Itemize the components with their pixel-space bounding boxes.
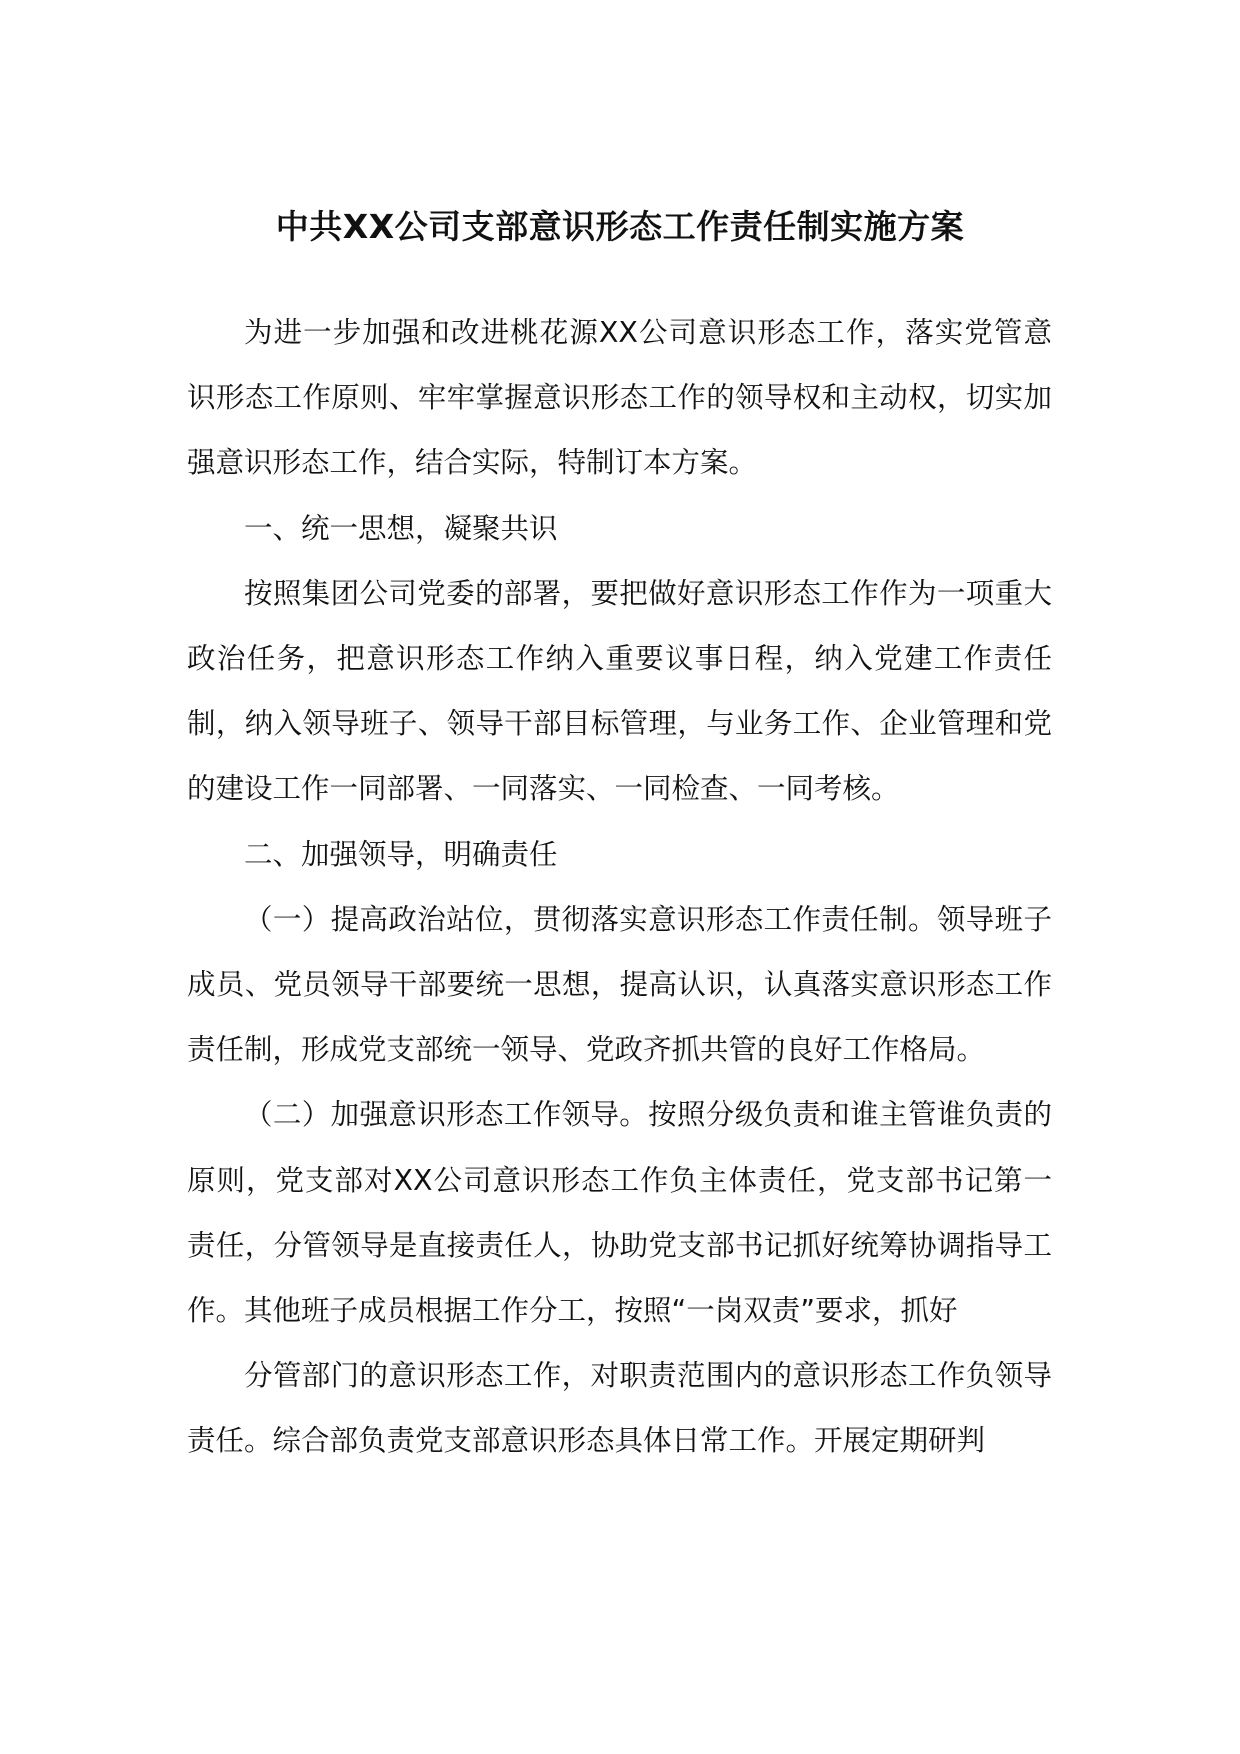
section-heading-2: 二、加强领导，明确责任: [244, 837, 558, 871]
paragraph-subsection-1: （一）提高政治站位，贯彻落实意识形态工作责任制。领导班子成员、党员领导干部要统一思想，提高认识，认真落实意识形态工作责任制，形成党支部统一领导、党政齐抓共管的良好工作格局。: [187, 902, 1052, 1067]
paragraph-section-1: 按照集团公司党委的部署，要把做好意识形态工作作为一项重大政治任务，把意识形态工作纳入重要议事日程，纳入党建工作责任制，纳入领导班子、领导干部目标管理，与业务工作、企业管理和党的建设工作一同部署、一同落实、一同检查、一同考核。: [187, 576, 1052, 806]
paragraph-subsection-2: （二）加强意识形态工作领导。按照分级负责和谁主管谁负责的原则，党支部对XX公司意识形态工作负主体责任，党支部书记第一责任，分管领导是直接责任人，协助党支部书记抓好统筹协调指导工作。其他班子成员根据工作分工，按照“一岗双责”要求，抓好: [187, 1098, 1052, 1328]
section-heading-1: 一、统一思想，凝聚共识: [244, 511, 558, 545]
paragraph-intro: 为进一步加强和改进桃花源XX公司意识形态工作，落实党管意识形态工作原则、牢牢掌握意识形态工作的领导权和主动权，切实加强意识形态工作，结合实际，特制订本方案。: [187, 316, 1052, 480]
paragraph-continuation: 分管部门的意识形态工作，对职责范围内的意识形态工作负领导责任。综合部负责党支部意识形态具体日常工作。开展定期研判: [187, 1359, 1052, 1458]
document-body: [187, 300, 1052, 1474]
document-title: 中共XX公司支部意识形态工作责任制实施方案: [275, 207, 965, 246]
